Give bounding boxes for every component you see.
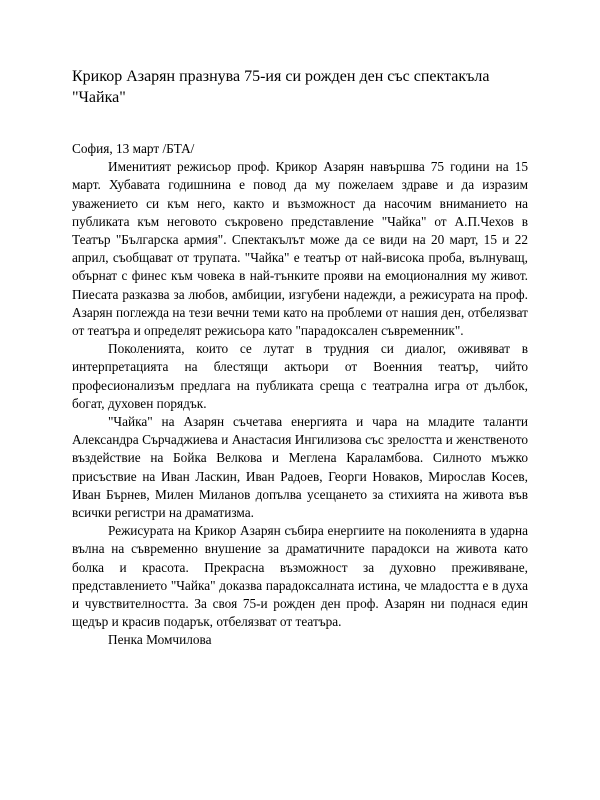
document-page: [72, 66, 528, 650]
paragraph: Поколенията, които се лутат в трудния си диалог, оживяват в интерпретацията на блестящи актьори от Военния театър, чийто професионализъм предлага на публиката среща с театрална игра от дълбок, богат, духовен порядък.: [72, 341, 528, 411]
paragraph: "Чайка" на Азарян съчетава енергията и чара на младите таланти Александра Сърчаджиева и Анастасия Ингилизова със зрелостта и женственото въздействие на Бойка Велкова и Меглена Караламбова. Силното мъжко присъствие на Иван Ласкин, Иван Радоев, Георги Новаков, Мирослав Косев, Иван Бърнев, Милен Миланов допълва усещането за стихията на живота във всички регистри на драматизма.: [72, 414, 528, 521]
article-title: Крикор Азарян празнува 75-ия си рожден ден със спектакъла "Чайка": [72, 68, 490, 106]
dateline: София, 13 март /БТА/: [72, 141, 195, 156]
paragraph: Режисурата на Крикор Азарян събира енергиите на поколенията в ударна вълна на съвременно внушение за драматичните парадокси на живота като болка и красота. Прекрасна възможност за духовно преживяване, представлението "Чайка" доказва парадоксалната истина, че младостта е в духа и чувствителността. За своя 75-и рожден ден проф. Азарян ни поднася един щедър и красив подарък, отбелязват от театъра.: [72, 523, 528, 630]
article-body: [72, 140, 528, 650]
author-signature: Пенка Момчилова: [108, 632, 212, 648]
paragraph: Именитият режисьор проф. Крикор Азарян навършва 75 години на 15 март. Хубавата годишнина е повод да му пожелаем здраве и да изразим уважението си към него, както и възможност да насочим вниманието на публиката към неговото съкровено представление "Чайка" от А.П.Чехов в Театър "Българска армия". Спектакълът може да се види на 20 март, 15 и 22 април, съобщават от трупата. "Чайка" е театър от най-висока проба, вълнуващ, обърнат с финес към човека в най-тънките прояви на емоционалния му живот. Пиесата разказва за любов, амбиции, изгубени надежди, а режисурата на проф. Азарян поглежда на тези вечни теми като на проблеми от нашия ден, отбелязват от театъра и определят режисьора като "парадоксален съвременник".: [72, 159, 528, 339]
